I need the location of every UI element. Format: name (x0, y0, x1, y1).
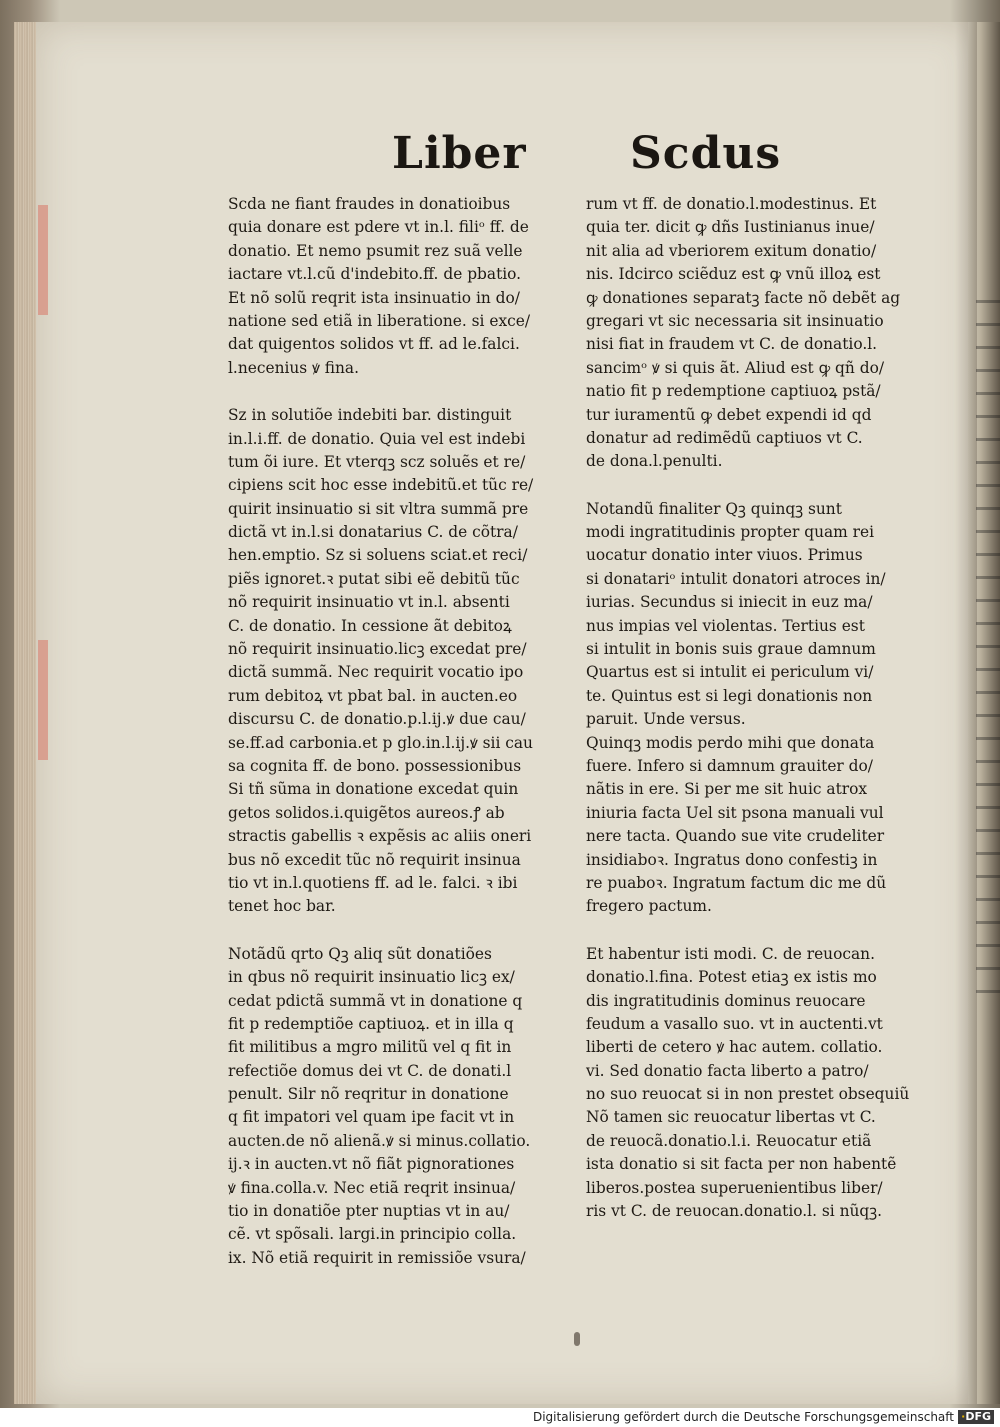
text-line: iactare vt.l.cũ d'indebito.ff. de pbatio. (228, 265, 522, 284)
text-line: in qbus nõ requirit insinuatio licꝫ ex/ (228, 968, 515, 987)
text-line: donatio.l.fina. Potest etiaꝫ ex istis mo (586, 968, 877, 987)
text-line: Quartus est si intulit ei periculum vi/ (586, 663, 874, 682)
text-line: nisi fiat in fraudem vt C. de donatio.l. (586, 335, 878, 354)
footer-credit-text: Digitalisierung gefördert durch die Deutsche Forschungsgemeinschaft (532, 1410, 954, 1424)
text-line: ista donatio si sit facta per non habentẽ (586, 1155, 897, 1174)
text-line: fregero pactum. (586, 897, 712, 916)
page-stack-edge-left (14, 22, 38, 1404)
text-line: dis ingratitudinis dominus reuocare (586, 991, 866, 1010)
facing-page-bleed (976, 300, 1000, 1000)
text-line: nõ requirit insinuatio.licꝫ excedat pre/ (228, 640, 527, 659)
text-line: si intulit in bonis suis graue damnum (586, 640, 876, 659)
text-line: cipiens scit hoc esse indebitũ.et tũc re/ (228, 476, 534, 495)
text-line: uocatur donatio inter viuos. Primus (586, 546, 863, 565)
text-line: refectiõe domus dei vt C. de donati.l (228, 1061, 512, 1080)
ink-blot (574, 1332, 580, 1346)
text-line: nõ requirit insinuatio vt in.l. absenti (228, 593, 510, 612)
text-line: tio vt in.l.quotiens ff. ad le. falci. ꝛ ibi (228, 873, 518, 892)
text-line: dictã summã. Nec requirit vocatio ipo (228, 663, 524, 682)
text-line: fuere. Infero si damnum grauiter do/ (586, 756, 873, 775)
text-line: hen.emptio. Sz si soluens sciat.et reci/ (228, 546, 528, 565)
paragraph (586, 193, 916, 474)
text-line: quirit insinuatio si sit vltra summã pre (228, 499, 529, 518)
header-right-word: Scdus (630, 128, 782, 179)
red-stain-mark (38, 640, 48, 760)
text-line: in.l.i.ff. de donatio. Quia vel est indebi (228, 429, 526, 448)
text-line: l.necenius ꝟ fina. (228, 358, 359, 377)
text-line: rum debitoꝝ vt pbat bal. in aucten.eo (228, 686, 518, 705)
text-line: q fit impatori vel quam ipe facit vt in (228, 1108, 515, 1127)
text-line: liberti de cetero ꝟ hac autem. collatio. (586, 1038, 883, 1057)
text-line: Quinqꝫ modis perdo mihi que donata (586, 733, 875, 752)
text-line: ij.ꝛ in aucten.vt nõ fiãt pignorationes (228, 1155, 515, 1174)
paragraph (228, 404, 558, 919)
text-line: vi. Sed donatio facta liberto a patro/ (586, 1061, 869, 1080)
text-line: de dona.l.penulti. (586, 452, 723, 471)
text-line: se.ff.ad carbonia.et p glo.in.l.ij.ꝟ sii cau (228, 733, 533, 752)
text-line: ꝙ donationes separatꝫ facte nõ debẽt ag (586, 288, 901, 307)
text-line: discursu C. de donatio.p.l.ij.ꝟ due cau/ (228, 710, 526, 729)
dfg-logo: ·DFG (958, 1410, 994, 1424)
text-line: feudum a vasallo suo. vt in auctenti.vt (586, 1014, 883, 1033)
header-left-word: Liber (392, 128, 527, 179)
text-line: fit militibus a mgro militũ vel q fit in (228, 1038, 512, 1057)
paragraph (586, 498, 916, 919)
text-line: tur iuramentũ ꝙ debet expendi id qd (586, 405, 872, 424)
text-line: dat quigentos solidos vt ff. ad le.falci. (228, 335, 520, 354)
digitization-footer (0, 1408, 1000, 1427)
paragraph (228, 193, 558, 380)
paragraph (586, 943, 916, 1224)
text-line: re puaboꝛ. Ingratum factum dic me dũ (586, 873, 887, 892)
text-line: stractis gabellis ꝛ expẽsis ac aliis oneri (228, 827, 532, 846)
text-line: piẽs ignoret.ꝛ putat sibi eẽ debitũ tũc (228, 569, 520, 588)
text-line: de reuocã.donatio.l.i. Reuocatur etiã (586, 1131, 872, 1150)
text-line: nus impias vel violentas. Tertius est (586, 616, 865, 635)
text-line: natione sed etiã in liberatione. si exce/ (228, 311, 531, 330)
text-line: rum vt ff. de donatio.l.modestinus. Et (586, 195, 877, 213)
gutter-shadow (955, 22, 977, 1404)
text-line: liberos.postea superuenientibus liber/ (586, 1178, 883, 1197)
text-line: penult. Silr nõ reqritur in donatione (228, 1085, 509, 1104)
text-line: cẽ. vt spõsali. largi.in principio colla. (228, 1225, 517, 1244)
text-line: quia donare est pdere vt in.l. filiᵒ ff. de (228, 218, 529, 237)
text-line: iurias. Secundus si iniecit in euz ma/ (586, 593, 873, 612)
text-line: fit p redemptiõe captiuoꝝ. et in illa q (228, 1014, 514, 1033)
text-line: insidiaboꝛ. Ingratus dono confestiꝫ in (586, 850, 878, 869)
text-line: aucten.de nõ alienã.ꝟ si minus.collatio. (228, 1131, 531, 1150)
text-line: dictã vt in.l.si donatarius C. de cõtra/ (228, 523, 518, 542)
text-line: C. de donatio. In cessione ãt debitoꝝ (228, 616, 512, 635)
red-stain-mark (38, 205, 48, 315)
text-line: Nõ tamen sic reuocatur libertas vt C. (586, 1108, 876, 1127)
text-line: tum õi iure. Et vterqꝫ scz soluẽs et re/ (228, 452, 526, 471)
text-line: donatio. Et nemo psumit rez suã velle (228, 241, 523, 260)
text-line: Si tñ sũma in donatione excedat quin (228, 780, 519, 799)
text-line: natio fit p redemptione captiuoꝝ pstã/ (586, 382, 881, 401)
text-line: gregari vt sic necessaria sit insinuatio (586, 311, 884, 330)
text-line: tio in donatiõe pter nuptias vt in au/ (228, 1202, 510, 1221)
text-line: donatur ad redimẽdũ captiuos vt C. (586, 428, 863, 447)
text-line: iniuria facta Uel sit psona manuali vul (586, 803, 884, 822)
text-line: no suo reuocat si in non prestet obsequiũ (586, 1085, 910, 1104)
left-text-column (228, 193, 558, 1294)
text-line: sa cognita ff. de bono. possessionibus (228, 756, 522, 775)
dfg-logo-text: DFG (965, 1410, 991, 1423)
text-line: cedat pdictã summã vt in donatione q (228, 991, 523, 1010)
text-line: tenet hoc bar. (228, 897, 336, 916)
text-line: ꝟ fina.colla.v. Nec etiã reqrit insinua/ (228, 1178, 516, 1197)
paragraph (228, 943, 558, 1270)
text-line: nãtis in ere. Si per me sit huic atrox (586, 780, 868, 799)
text-line: nere tacta. Quando sue vite crudeliter (586, 827, 885, 846)
text-line: nit alia ad vberiorem exitum donatio/ (586, 241, 877, 260)
text-line: modi ingratitudinis propter quam rei (586, 523, 875, 542)
right-text-column (586, 193, 916, 1247)
text-line: Notãdũ qrto Qꝫ aliq sũt donatiões (228, 944, 492, 963)
text-line: bus nõ excedit tũc nõ requirit insinua (228, 850, 521, 869)
running-header (0, 128, 1000, 188)
text-line: Sz in solutiõe indebiti bar. distinguit (228, 406, 512, 425)
text-line: nis. Idcirco sciẽduz est ꝙ vnũ illoꝝ est (586, 265, 881, 284)
text-line: ris vt C. de reuocan.donatio.l. si nũqꝫ. (586, 1202, 883, 1221)
text-line: quia ter. dicit ꝙ dñs Iustinianus inue/ (586, 218, 875, 237)
text-line: sancimᵒ ꝟ si quis ãt. Aliud est ꝙ qñ do/ (586, 358, 885, 377)
text-line: Et nõ solũ reqrit ista insinuatio in do/ (228, 288, 520, 307)
text-line: Et habentur isti modi. C. de reuocan. (586, 944, 875, 963)
text-line: ix. Nõ etiã requirit in remissiõe vsura/ (228, 1248, 526, 1267)
text-line: Notandũ finaliter Qꝫ quinqꝫ sunt (586, 499, 842, 518)
text-line: getos solidos.i.quigẽtos aureos.ꝭ ab (228, 803, 505, 822)
text-line: Scda ne fiant fraudes in donatioibus (228, 195, 511, 213)
text-line: te. Quintus est si legi donationis non (586, 686, 873, 705)
text-line: si donatariᵒ intulit donatori atroces in/ (586, 569, 886, 588)
text-line: paruit. Unde versus. (586, 710, 746, 729)
